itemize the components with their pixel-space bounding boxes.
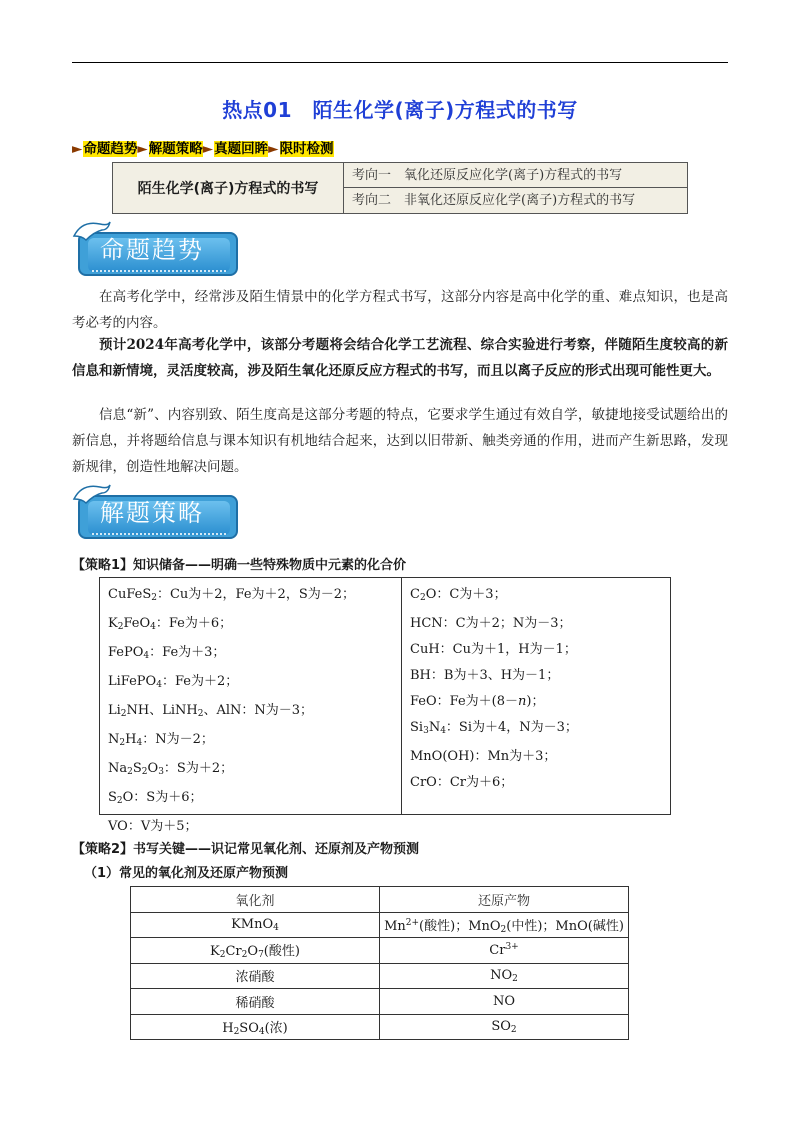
topic-direction-2: 考向二 非氧化还原反应化学(离子)方程式的书写 <box>352 193 636 208</box>
banner-strategy <box>74 487 240 543</box>
oxidant-table <box>130 886 629 1040</box>
valence-entry: $S_2O$：S为＋6； <box>108 790 203 806</box>
table-row <box>131 963 629 989</box>
table-header-row <box>131 887 629 913</box>
oxidant-cell: 稀硝酸 <box>131 989 380 1015</box>
table-row <box>131 938 629 964</box>
paragraph-1: 在高考化学中，经常涉及陌生情景中的化学方程式书写，这部分内容是高中化学的重、难点知识，也是高考必考的内容。 <box>72 289 728 331</box>
nav-item-trend[interactable]: 命题趋势 <box>83 141 138 157</box>
topic-name: 陌生化学(离子)方程式的书写 <box>113 163 344 213</box>
valence-entry: MnO(OH)：Mn为＋3； <box>410 749 557 764</box>
valence-table <box>99 577 671 834</box>
valence-left-column <box>108 582 355 840</box>
valence-entry: CuH：Cu为＋1，H为－1； <box>410 642 577 657</box>
oxidant-cell: 浓硝酸 <box>131 963 380 989</box>
table-row <box>131 912 629 938</box>
valence-entry: LiFePO$_4$：Fe为＋2； <box>108 674 239 690</box>
triangle-icon: ► <box>202 141 214 157</box>
triangle-icon: ► <box>268 141 279 157</box>
topic-overview-table <box>112 162 688 214</box>
valence-entry: VO：V为＋5； <box>108 819 198 834</box>
paragraph-3: 信息“新”、内容别致、陌生度高是这部分考题的特点，它要求学生通过有效自学，敏捷地接受试题给出的新信息，并将题给信息与课本知识有机地结合起来，达到以旧带新、触类旁通的作用，进而产生新思路，发现新规律，创造性地解决问题。 <box>72 407 728 475</box>
nav-item-review[interactable]: 真题回眸 <box>214 141 269 157</box>
banner-trend <box>74 224 240 280</box>
valence-entry: CuFeS$_2$：Cu为＋2，Fe为＋2，S为－2； <box>108 587 356 603</box>
strategy-2-heading: 【策略2】书写关键——识记常见氧化剂、还原剂及产物预测 <box>72 842 420 857</box>
table-row <box>131 1014 629 1040</box>
header-rule <box>72 62 728 63</box>
valence-entry: $K_2FeO_4$：Fe为＋6； <box>108 616 233 632</box>
valence-entry: HCN：C为＋2；N为－3； <box>410 616 572 631</box>
oxidant-cell: $H_2SO_4$(浓) <box>131 1014 380 1040</box>
valence-entry: $Si_3N_4$：Si为＋4，N为－3； <box>410 720 578 736</box>
valence-entry: CrO：Cr为＋6； <box>410 775 514 790</box>
triangle-icon: ► <box>137 141 148 157</box>
valence-entry: FePO$_4$：Fe为＋3； <box>108 645 226 661</box>
valence-entry: $C_2O$：C为＋3； <box>410 587 507 603</box>
oxidant-cell: $K_2Cr_2O_7$(酸性) <box>131 938 380 964</box>
valence-entry: $N_2H_4$：N为－2； <box>108 732 214 748</box>
banner-trend-label: 命题趋势 <box>100 236 204 264</box>
triangle-icon: ► <box>72 141 83 157</box>
valence-right-column <box>410 582 578 796</box>
nav-item-test[interactable]: 限时检测 <box>279 141 334 157</box>
column-header-product: 还原产物 <box>380 887 629 913</box>
product-cell: $Cr^{3+}$ <box>380 938 629 964</box>
valence-entry: FeO：Fe为＋(8－n)； <box>410 694 545 709</box>
table-row <box>131 989 629 1015</box>
strategy-2-subheading: （1）常见的氧化剂及还原产物预测 <box>84 866 289 881</box>
oxidant-cell: KMnO$_4$ <box>131 912 380 938</box>
paragraph-2: 预计2024年高考化学中，该部分考题将会结合化学工艺流程、综合实验进行考察，伴随陌生度较高的新信息和新情境，灵活度较高，涉及陌生氧化还原反应方程式的书写，而且以离子反应的形式出现可能性更大。 <box>72 337 728 379</box>
product-cell: $Mn^{2+}$(酸性)；MnO$_2$(中性)；MnO(碱性) <box>380 912 629 938</box>
valence-entry: $Li_2NH$、LiNH$_2$、AlN：N为－3； <box>108 703 314 719</box>
valence-entry: BH：B为＋3、H为－1； <box>410 668 560 683</box>
product-cell: $SO_2$ <box>380 1014 629 1040</box>
product-cell: NO <box>380 989 629 1015</box>
page-title: 热点01 陌生化学(离子)方程式的书写 <box>222 98 578 122</box>
topic-direction-1: 考向一 氧化还原反应化学(离子)方程式的书写 <box>344 163 687 188</box>
banner-strategy-label: 解题策略 <box>100 499 204 527</box>
column-header-oxidant: 氧化剂 <box>131 887 380 913</box>
valence-entry: $Na_2S_2O_3$：S为＋2； <box>108 761 234 777</box>
product-cell: $NO_2$ <box>380 963 629 989</box>
section-nav <box>72 137 334 157</box>
nav-item-strategy[interactable]: 解题策略 <box>148 141 203 157</box>
strategy-1-heading: 【策略1】知识储备——明确一些特殊物质中元素的化合价 <box>72 558 407 573</box>
